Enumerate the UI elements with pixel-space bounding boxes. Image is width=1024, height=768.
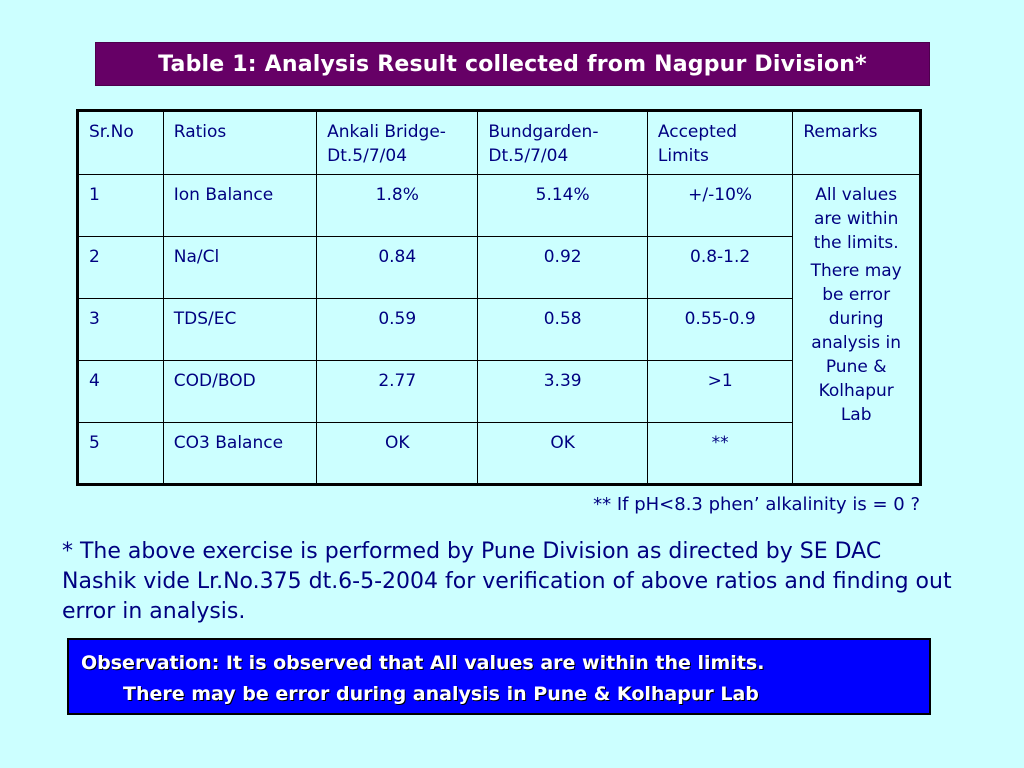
header-bundgarden: Bundgarden-Dt.5/7/04 [478, 111, 648, 175]
cell-remarks [793, 175, 921, 485]
cell-sr-no: 3 [78, 299, 164, 361]
cell-sr-no: 2 [78, 237, 164, 299]
observation-line-2: There may be error during analysis in Pune & Kolhapur Lab [123, 683, 759, 705]
header-accepted-limits: Accepted Limits [647, 111, 792, 175]
table-footnote: ** If pH<8.3 phen’ alkalinity is = 0 ? [593, 494, 920, 515]
header-remarks: Remarks [793, 111, 921, 175]
cell-sr-no: 4 [78, 361, 164, 423]
cell-ankali: OK [317, 423, 478, 485]
cell-limits: +/-10% [647, 175, 792, 237]
cell-limits: >1 [647, 361, 792, 423]
exercise-note: * The above exercise is performed by Pune Division as directed by SE DAC Nashik vide Lr.No.375 dt.6-5-2004 for verification of above ratios and finding out error in analysis. [62, 539, 952, 624]
cell-sr-no: 1 [78, 175, 164, 237]
table-row [78, 175, 921, 237]
cell-bundgarden: 0.58 [478, 299, 648, 361]
cell-bundgarden: OK [478, 423, 648, 485]
header-ratios: Ratios [163, 111, 316, 175]
cell-ankali: 0.84 [317, 237, 478, 299]
table-header-row [78, 111, 921, 175]
header-ankali-bridge: Ankali Bridge-Dt.5/7/04 [317, 111, 478, 175]
cell-sr-no: 5 [78, 423, 164, 485]
observation-box [67, 638, 931, 715]
header-sr-no: Sr.No [78, 111, 164, 175]
cell-bundgarden: 5.14% [478, 175, 648, 237]
slide-title: Table 1: Analysis Result collected from Nagpur Division* [95, 42, 930, 86]
cell-ankali: 2.77 [317, 361, 478, 423]
cell-ratio: CO3 Balance [163, 423, 316, 485]
remarks-text-1: All values are within the limits. [813, 185, 899, 253]
cell-ratio: Na/Cl [163, 237, 316, 299]
cell-limits: ** [647, 423, 792, 485]
cell-limits: 0.8-1.2 [647, 237, 792, 299]
analysis-table [76, 109, 922, 486]
observation-line-1: Observation: It is observed that All values are within the limits. [81, 652, 765, 674]
remarks-text-2: There may be error during analysis in Pune & Kolhapur Lab [810, 261, 902, 425]
cell-ankali: 0.59 [317, 299, 478, 361]
cell-ratio: TDS/EC [163, 299, 316, 361]
cell-ankali: 1.8% [317, 175, 478, 237]
cell-bundgarden: 0.92 [478, 237, 648, 299]
cell-bundgarden: 3.39 [478, 361, 648, 423]
cell-ratio: Ion Balance [163, 175, 316, 237]
cell-ratio: COD/BOD [163, 361, 316, 423]
cell-limits: 0.55-0.9 [647, 299, 792, 361]
